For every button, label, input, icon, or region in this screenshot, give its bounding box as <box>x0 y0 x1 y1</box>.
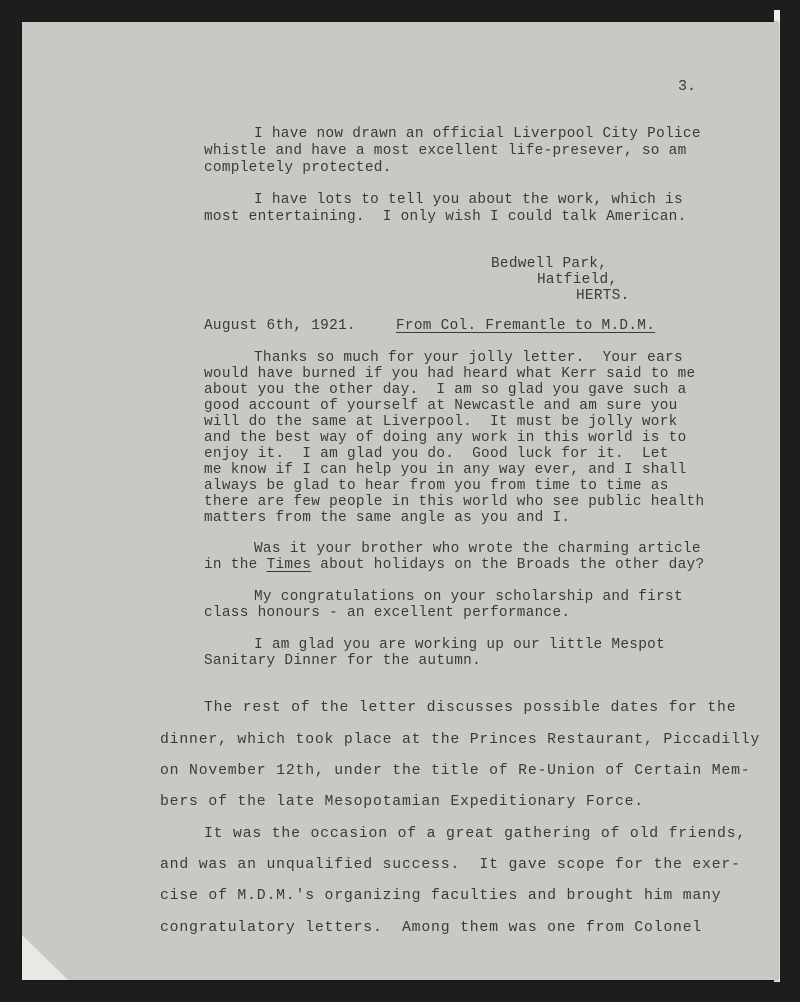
letter-line: completely protected. <box>204 160 392 176</box>
narrative-line: cise of M.D.M.'s organizing faculties and brought him many <box>160 888 722 904</box>
letter-line: I have now drawn an official Liverpool City Police <box>254 126 701 142</box>
letter-line: and the best way of doing any work in this world is to <box>204 430 687 446</box>
letter-line: My congratulations on your scholarship and first <box>254 589 683 605</box>
letter-line: I am glad you are working up our little Mespot <box>254 637 666 653</box>
narrative-line: congratulatory letters. Among them was one from Colonel <box>160 920 703 936</box>
letter-line: me know if I can help you in any way ever, and I shall <box>204 462 687 478</box>
letter-date: August 6th, 1921. <box>204 318 356 334</box>
times-title: Times <box>266 557 312 573</box>
page-number: 3. <box>678 78 697 95</box>
letter-line: enjoy it. I am glad you do. Good luck for it. Let <box>204 446 669 462</box>
address-line: Hatfield, <box>537 272 618 288</box>
letter-line: Thanks so much for your jolly letter. Your ears <box>254 350 683 366</box>
address-line: Bedwell Park, <box>491 256 608 272</box>
letter-line: class honours - an excellent performance. <box>204 605 571 621</box>
narrative-line: It was the occasion of a great gathering of old friends, <box>204 826 747 842</box>
letter-line: most entertaining. I only wish I could talk American. <box>204 209 687 225</box>
narrative-line: dinner, which took place at the Princes Restaurant, Piccadilly <box>160 732 761 748</box>
letter-line: in the Times about holidays on the Broads the other day? <box>204 557 705 573</box>
letter-line: I have lots to tell you about the work, which is <box>254 192 683 208</box>
letter-line: Sanitary Dinner for the autumn. <box>204 653 482 669</box>
letter-line: about you the other day. I am so glad you gave such a <box>204 382 687 398</box>
letter-line: would have burned if you had heard what Kerr said to me <box>204 366 696 382</box>
address-line: HERTS. <box>576 288 630 304</box>
letter-heading: From Col. Fremantle to M.D.M. <box>396 318 656 334</box>
letter-line: good account of yourself at Newcastle and am sure you <box>204 398 678 414</box>
letter-line: there are few people in this world who see public health <box>204 494 705 510</box>
narrative-line: bers of the late Mesopotamian Expeditionary Force. <box>160 794 644 810</box>
letter-line: matters from the same angle as you and I. <box>204 510 571 526</box>
letter-line: whistle and have a most excellent life-presever, so am <box>204 143 687 159</box>
narrative-line: and was an unqualified success. It gave scope for the exer- <box>160 857 741 873</box>
folded-corner <box>22 935 68 980</box>
letter-line: Was it your brother who wrote the charming article <box>254 541 701 557</box>
narrative-line: The rest of the letter discusses possible dates for the <box>204 700 737 716</box>
letter-line: will do the same at Liverpool. It must be jolly work <box>204 414 678 430</box>
letter-line: always be glad to hear from you from time to time as <box>204 478 669 494</box>
narrative-line: on November 12th, under the title of Re-Union of Certain Mem- <box>160 763 751 779</box>
